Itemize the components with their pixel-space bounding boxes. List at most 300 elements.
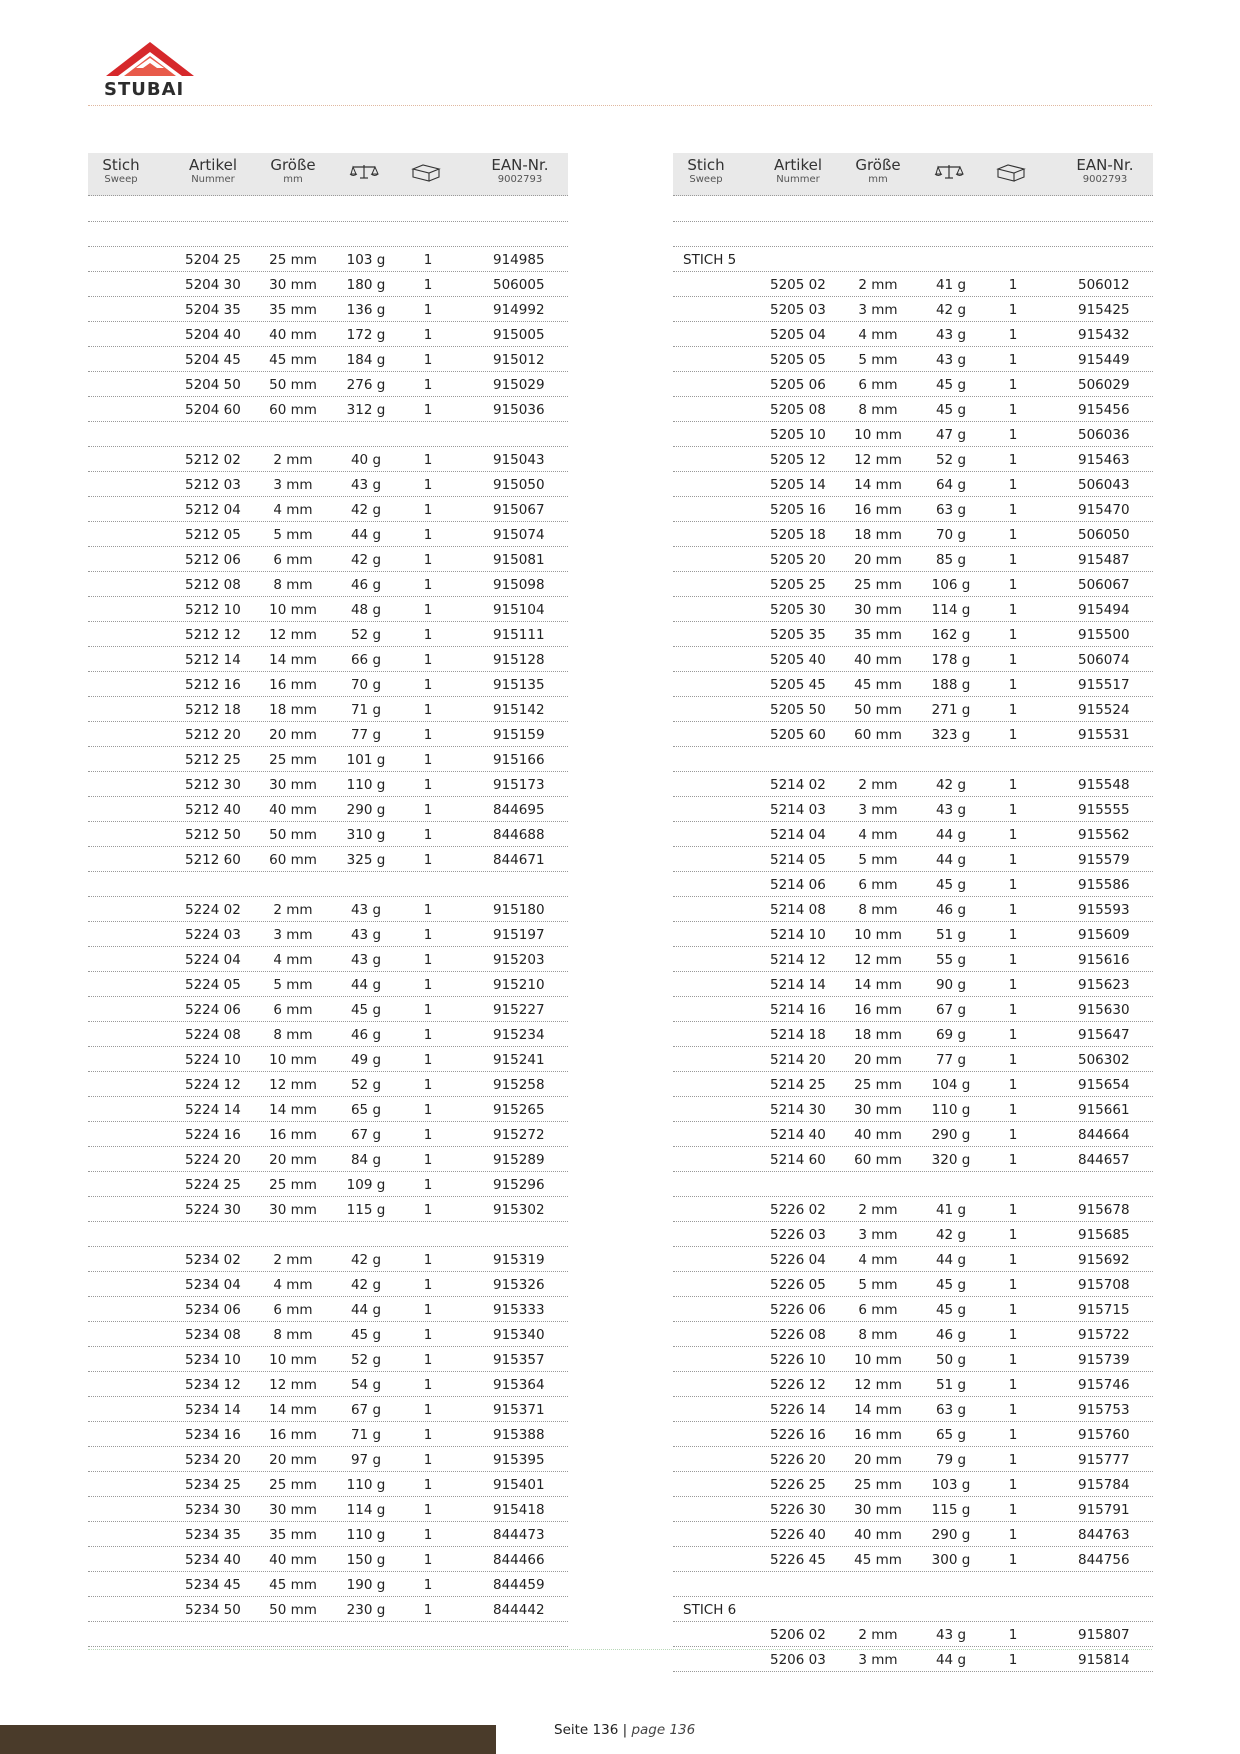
- table-row: [88, 1322, 568, 1347]
- package-qty: 1: [1008, 977, 1018, 993]
- article-number: 5212 03: [185, 477, 241, 493]
- ean-number: 915371: [493, 1402, 545, 1418]
- weight-value: 106 g: [931, 577, 971, 593]
- ean-number: 844688: [493, 827, 545, 843]
- table-row: [673, 672, 1153, 697]
- package-qty: 1: [1008, 577, 1018, 593]
- article-number: 5226 10: [770, 1352, 826, 1368]
- package-qty: 1: [1008, 1427, 1018, 1443]
- article-number: 5204 25: [185, 252, 241, 268]
- package-qty: 1: [1008, 927, 1018, 943]
- ean-number: 915432: [1078, 327, 1130, 343]
- weight-value: 300 g: [931, 1552, 971, 1568]
- ean-number: 915678: [1078, 1202, 1130, 1218]
- package-qty: 1: [423, 1177, 433, 1193]
- table-row: [88, 1172, 568, 1197]
- weight-value: 312 g: [346, 402, 386, 418]
- table-row: [88, 1547, 568, 1572]
- table-row: [673, 1022, 1153, 1047]
- weight-value: 114 g: [346, 1502, 386, 1518]
- article-number: 5234 45: [185, 1577, 241, 1593]
- package-qty: 1: [423, 1252, 433, 1268]
- table-row: [88, 822, 568, 847]
- ean-number: 915715: [1078, 1302, 1130, 1318]
- table-row: [88, 1022, 568, 1047]
- article-number: 5205 02: [770, 277, 826, 293]
- table-row: [673, 1447, 1153, 1472]
- package-qty: 1: [1008, 1552, 1018, 1568]
- size-value: 4 mm: [273, 502, 313, 518]
- package-qty: 1: [1008, 1377, 1018, 1393]
- article-number: 5226 30: [770, 1502, 826, 1518]
- weight-value: 50 g: [935, 1352, 967, 1368]
- size-value: 50 mm: [854, 702, 902, 718]
- ean-number: 915333: [493, 1302, 545, 1318]
- size-value: 3 mm: [273, 477, 313, 493]
- weight-value: 44 g: [350, 977, 382, 993]
- table-row: [88, 622, 568, 647]
- table-header: [673, 153, 1153, 196]
- package-qty: 1: [1008, 727, 1018, 743]
- article-number: 5224 25: [185, 1177, 241, 1193]
- article-number: 5226 08: [770, 1327, 826, 1343]
- ean-number: 915340: [493, 1327, 545, 1343]
- page-number: Seite 136 | page 136: [554, 1722, 696, 1738]
- package-qty: 1: [1008, 1052, 1018, 1068]
- table-row: [673, 547, 1153, 572]
- article-number: 5212 06: [185, 552, 241, 568]
- weight-value: 45 g: [350, 1327, 382, 1343]
- weight-value: 77 g: [935, 1052, 967, 1068]
- weight-value: 41 g: [935, 1202, 967, 1218]
- table-row: [88, 1522, 568, 1547]
- package-qty: 1: [1008, 1102, 1018, 1118]
- article-number: 5234 20: [185, 1452, 241, 1468]
- article-number: 5212 12: [185, 627, 241, 643]
- ean-number: 915111: [493, 627, 545, 643]
- package-qty: 1: [423, 1552, 433, 1568]
- size-value: 2 mm: [273, 902, 313, 918]
- article-number: 5234 16: [185, 1427, 241, 1443]
- table-row: [673, 1547, 1153, 1572]
- size-value: 40 mm: [269, 802, 317, 818]
- table-row: [88, 847, 568, 872]
- table-row: [673, 897, 1153, 922]
- weight-value: 44 g: [935, 1652, 967, 1668]
- weight-value: 42 g: [350, 502, 382, 518]
- ean-number: 915807: [1078, 1627, 1130, 1643]
- article-number: 5234 12: [185, 1377, 241, 1393]
- weight-value: 67 g: [350, 1127, 382, 1143]
- size-value: 3 mm: [858, 802, 898, 818]
- article-number: 5234 30: [185, 1502, 241, 1518]
- weight-value: 115 g: [931, 1502, 971, 1518]
- weight-value: 188 g: [931, 677, 971, 693]
- package-qty: 1: [423, 352, 433, 368]
- table-row: [88, 1297, 568, 1322]
- article-number: 5214 30: [770, 1102, 826, 1118]
- size-value: 16 mm: [854, 502, 902, 518]
- table-row: [88, 972, 568, 997]
- package-qty: 1: [1008, 452, 1018, 468]
- article-number: 5205 50: [770, 702, 826, 718]
- weight-value: 43 g: [935, 352, 967, 368]
- ean-number: 915135: [493, 677, 545, 693]
- article-number: 5206 03: [770, 1652, 826, 1668]
- article-number: 5212 04: [185, 502, 241, 518]
- package-qty: 1: [1008, 1452, 1018, 1468]
- weight-value: 46 g: [350, 577, 382, 593]
- ean-number: 915128: [493, 652, 545, 668]
- package-qty: 1: [423, 1302, 433, 1318]
- size-value: 8 mm: [273, 1027, 313, 1043]
- scale-icon: [349, 163, 379, 181]
- article-number: 5212 30: [185, 777, 241, 793]
- article-number: 5224 08: [185, 1027, 241, 1043]
- table-row: [88, 797, 568, 822]
- ean-number: 915036: [493, 402, 545, 418]
- package-qty: 1: [423, 327, 433, 343]
- package-qty: 1: [423, 677, 433, 693]
- package-qty: 1: [1008, 327, 1018, 343]
- ean-number: 915159: [493, 727, 545, 743]
- weight-value: 45 g: [935, 1302, 967, 1318]
- package-qty: 1: [1008, 777, 1018, 793]
- package-qty: 1: [423, 477, 433, 493]
- weight-value: 172 g: [346, 327, 386, 343]
- table-row: [88, 922, 568, 947]
- ean-number: 506067: [1078, 577, 1130, 593]
- size-value: 35 mm: [269, 1527, 317, 1543]
- size-value: 4 mm: [858, 827, 898, 843]
- article-number: 5234 02: [185, 1252, 241, 1268]
- weight-value: 325 g: [346, 852, 386, 868]
- ean-number: 506050: [1078, 527, 1130, 543]
- weight-value: 67 g: [350, 1402, 382, 1418]
- table-row: [88, 247, 568, 272]
- blank-row: [88, 872, 568, 897]
- blank-row: [88, 222, 568, 247]
- article-number: 5214 02: [770, 777, 826, 793]
- weight-value: 45 g: [935, 877, 967, 893]
- size-value: 20 mm: [854, 1052, 902, 1068]
- weight-value: 42 g: [935, 1227, 967, 1243]
- package-qty: 1: [1008, 377, 1018, 393]
- size-value: 14 mm: [854, 477, 902, 493]
- ean-number: 915708: [1078, 1277, 1130, 1293]
- size-value: 5 mm: [858, 852, 898, 868]
- package-qty: 1: [423, 1377, 433, 1393]
- ean-number: 915241: [493, 1052, 545, 1068]
- size-value: 12 mm: [269, 627, 317, 643]
- article-number: 5226 45: [770, 1552, 826, 1568]
- article-number: 5205 16: [770, 502, 826, 518]
- article-number: 5226 40: [770, 1527, 826, 1543]
- size-value: 16 mm: [854, 1427, 902, 1443]
- table-row: [88, 397, 568, 422]
- article-number: 5212 20: [185, 727, 241, 743]
- article-number: 5234 25: [185, 1477, 241, 1493]
- table-row: [673, 397, 1153, 422]
- table-row: [673, 447, 1153, 472]
- col-groesse: Größe mm: [855, 156, 901, 185]
- package-qty: 1: [1008, 1077, 1018, 1093]
- package-qty: 1: [1008, 1652, 1018, 1668]
- weight-value: 71 g: [350, 1427, 382, 1443]
- table-row: [88, 647, 568, 672]
- weight-value: 84 g: [350, 1152, 382, 1168]
- size-value: 5 mm: [273, 977, 313, 993]
- table-row: [88, 1572, 568, 1597]
- ean-number: 915814: [1078, 1652, 1130, 1668]
- weight-value: 109 g: [346, 1177, 386, 1193]
- weight-value: 44 g: [935, 852, 967, 868]
- ean-number: 915784: [1078, 1477, 1130, 1493]
- ean-number: 506036: [1078, 427, 1130, 443]
- size-value: 3 mm: [858, 302, 898, 318]
- table-row: [88, 547, 568, 572]
- ean-number: 844442: [493, 1602, 545, 1618]
- table-row: [88, 947, 568, 972]
- table-row: [673, 1097, 1153, 1122]
- package-qty: 1: [1008, 1527, 1018, 1543]
- article-number: 5226 04: [770, 1252, 826, 1268]
- table-row: [88, 1497, 568, 1522]
- size-value: 12 mm: [854, 1377, 902, 1393]
- weight-value: 69 g: [935, 1027, 967, 1043]
- package-qty: 1: [1008, 652, 1018, 668]
- ean-number: 844695: [493, 802, 545, 818]
- ean-number: 915470: [1078, 502, 1130, 518]
- package-qty: 1: [423, 1527, 433, 1543]
- weight-value: 110 g: [346, 1477, 386, 1493]
- article-number: 5204 40: [185, 327, 241, 343]
- package-qty: 1: [423, 252, 433, 268]
- size-value: 30 mm: [854, 1502, 902, 1518]
- package-qty: 1: [1008, 1277, 1018, 1293]
- weight-value: 101 g: [346, 752, 386, 768]
- article-number: 5205 08: [770, 402, 826, 418]
- ean-number: 915630: [1078, 1002, 1130, 1018]
- article-number: 5205 25: [770, 577, 826, 593]
- size-value: 2 mm: [858, 1202, 898, 1218]
- section-label: STICH 5: [683, 252, 737, 268]
- size-value: 10 mm: [854, 427, 902, 443]
- scale-icon: [934, 163, 964, 181]
- weight-value: 46 g: [935, 1327, 967, 1343]
- weight-value: 65 g: [935, 1427, 967, 1443]
- table-row: [673, 972, 1153, 997]
- package-qty: 1: [423, 1402, 433, 1418]
- article-number: 5214 16: [770, 1002, 826, 1018]
- ean-number: 915166: [493, 752, 545, 768]
- ean-number: 844763: [1078, 1527, 1130, 1543]
- article-number: 5212 08: [185, 577, 241, 593]
- package-qty: 1: [1008, 1302, 1018, 1318]
- package-qty: 1: [1008, 527, 1018, 543]
- table-row: [88, 722, 568, 747]
- package-qty: 1: [1008, 602, 1018, 618]
- size-value: 20 mm: [854, 552, 902, 568]
- weight-value: 310 g: [346, 827, 386, 843]
- ean-number: 915227: [493, 1002, 545, 1018]
- package-qty: 1: [423, 1052, 433, 1068]
- table-row: [88, 1047, 568, 1072]
- weight-value: 276 g: [346, 377, 386, 393]
- ean-number: 915234: [493, 1027, 545, 1043]
- table-row: [673, 422, 1153, 447]
- article-number: 5212 18: [185, 702, 241, 718]
- table-row: [88, 1597, 568, 1622]
- weight-value: 290 g: [931, 1127, 971, 1143]
- package-qty: 1: [423, 1127, 433, 1143]
- ean-number: 915609: [1078, 927, 1130, 943]
- article-number: 5205 04: [770, 327, 826, 343]
- package-qty: 1: [1008, 1402, 1018, 1418]
- weight-value: 79 g: [935, 1452, 967, 1468]
- weight-value: 41 g: [935, 277, 967, 293]
- size-value: 14 mm: [269, 1402, 317, 1418]
- weight-value: 184 g: [346, 352, 386, 368]
- article-number: 5214 25: [770, 1077, 826, 1093]
- table-row: [88, 297, 568, 322]
- package-qty: 1: [423, 652, 433, 668]
- table-row: [673, 922, 1153, 947]
- size-value: 60 mm: [854, 1152, 902, 1168]
- weight-value: 42 g: [935, 302, 967, 318]
- size-value: 25 mm: [269, 252, 317, 268]
- table-row: [88, 997, 568, 1022]
- size-value: 4 mm: [858, 327, 898, 343]
- ean-number: 915005: [493, 327, 545, 343]
- size-value: 3 mm: [858, 1227, 898, 1243]
- article-number: 5224 10: [185, 1052, 241, 1068]
- size-value: 16 mm: [269, 1427, 317, 1443]
- table-row: [673, 1622, 1153, 1647]
- col-artikel: Artikel Nummer: [773, 156, 823, 185]
- table-row: [88, 322, 568, 347]
- table-row: [673, 797, 1153, 822]
- size-value: 45 mm: [269, 1577, 317, 1593]
- col-stich: Stich Sweep: [102, 156, 140, 185]
- ean-number: 915579: [1078, 852, 1130, 868]
- table-row: [673, 522, 1153, 547]
- size-value: 2 mm: [273, 452, 313, 468]
- weight-value: 43 g: [350, 477, 382, 493]
- ean-number: 915067: [493, 502, 545, 518]
- article-number: 5234 50: [185, 1602, 241, 1618]
- table-row: [673, 372, 1153, 397]
- table-row: [673, 472, 1153, 497]
- ean-number: 915029: [493, 377, 545, 393]
- weight-value: 52 g: [935, 452, 967, 468]
- size-value: 30 mm: [854, 602, 902, 618]
- ean-number: 914985: [493, 252, 545, 268]
- table-row: [673, 997, 1153, 1022]
- size-value: 6 mm: [273, 1002, 313, 1018]
- ean-number: 915791: [1078, 1502, 1130, 1518]
- weight-value: 323 g: [931, 727, 971, 743]
- weight-value: 45 g: [935, 402, 967, 418]
- weight-value: 150 g: [346, 1552, 386, 1568]
- ean-number: 844459: [493, 1577, 545, 1593]
- article-number: 5204 45: [185, 352, 241, 368]
- ean-number: 915722: [1078, 1327, 1130, 1343]
- size-value: 25 mm: [269, 752, 317, 768]
- article-number: 5226 20: [770, 1452, 826, 1468]
- table-row: [88, 572, 568, 597]
- package-qty: 1: [1008, 427, 1018, 443]
- table-row: [88, 1422, 568, 1447]
- weight-value: 43 g: [350, 927, 382, 943]
- weight-value: 45 g: [350, 1002, 382, 1018]
- table-row: [673, 272, 1153, 297]
- article-number: 5205 30: [770, 602, 826, 618]
- ean-number: 506012: [1078, 277, 1130, 293]
- article-number: 5212 25: [185, 752, 241, 768]
- package-qty: 1: [423, 1077, 433, 1093]
- article-number: 5204 35: [185, 302, 241, 318]
- weight-value: 52 g: [350, 1352, 382, 1368]
- size-value: 25 mm: [269, 1177, 317, 1193]
- table-row: [673, 722, 1153, 747]
- col-ean: EAN-Nr. 9002793: [491, 156, 549, 185]
- ean-number: 915319: [493, 1252, 545, 1268]
- ean-number: 915555: [1078, 802, 1130, 818]
- size-value: 16 mm: [269, 1127, 317, 1143]
- table-row: [673, 297, 1153, 322]
- article-number: 5224 20: [185, 1152, 241, 1168]
- blank-row: [673, 222, 1153, 247]
- col-weight: [344, 157, 384, 181]
- weight-value: 66 g: [350, 652, 382, 668]
- size-value: 6 mm: [858, 377, 898, 393]
- size-value: 16 mm: [269, 677, 317, 693]
- table-body-right: [673, 222, 1153, 1672]
- weight-value: 42 g: [350, 1252, 382, 1268]
- table-row: [673, 347, 1153, 372]
- size-value: 8 mm: [858, 402, 898, 418]
- package-qty: 1: [423, 402, 433, 418]
- article-number: 5224 12: [185, 1077, 241, 1093]
- package-qty: 1: [1008, 1027, 1018, 1043]
- weight-value: 190 g: [346, 1577, 386, 1593]
- package-qty: 1: [423, 502, 433, 518]
- blank-row: [88, 1622, 568, 1647]
- size-value: 2 mm: [858, 1627, 898, 1643]
- ean-number: 915258: [493, 1077, 545, 1093]
- weight-value: 290 g: [346, 802, 386, 818]
- section-row: [673, 1597, 1153, 1622]
- ean-number: 915357: [493, 1352, 545, 1368]
- ean-number: 915364: [493, 1377, 545, 1393]
- table-row: [673, 1372, 1153, 1397]
- box-icon: [411, 163, 441, 183]
- table-row: [88, 1197, 568, 1222]
- size-value: 14 mm: [269, 1102, 317, 1118]
- package-qty: 1: [423, 452, 433, 468]
- weight-value: 320 g: [931, 1152, 971, 1168]
- article-number: 5212 14: [185, 652, 241, 668]
- package-qty: 1: [1008, 877, 1018, 893]
- ean-number: 915012: [493, 352, 545, 368]
- ean-number: 915142: [493, 702, 545, 718]
- table-row: [673, 1347, 1153, 1372]
- ean-number: 915685: [1078, 1227, 1130, 1243]
- article-number: 5226 05: [770, 1277, 826, 1293]
- footer-divider: [88, 1649, 1152, 1650]
- article-number: 5234 08: [185, 1327, 241, 1343]
